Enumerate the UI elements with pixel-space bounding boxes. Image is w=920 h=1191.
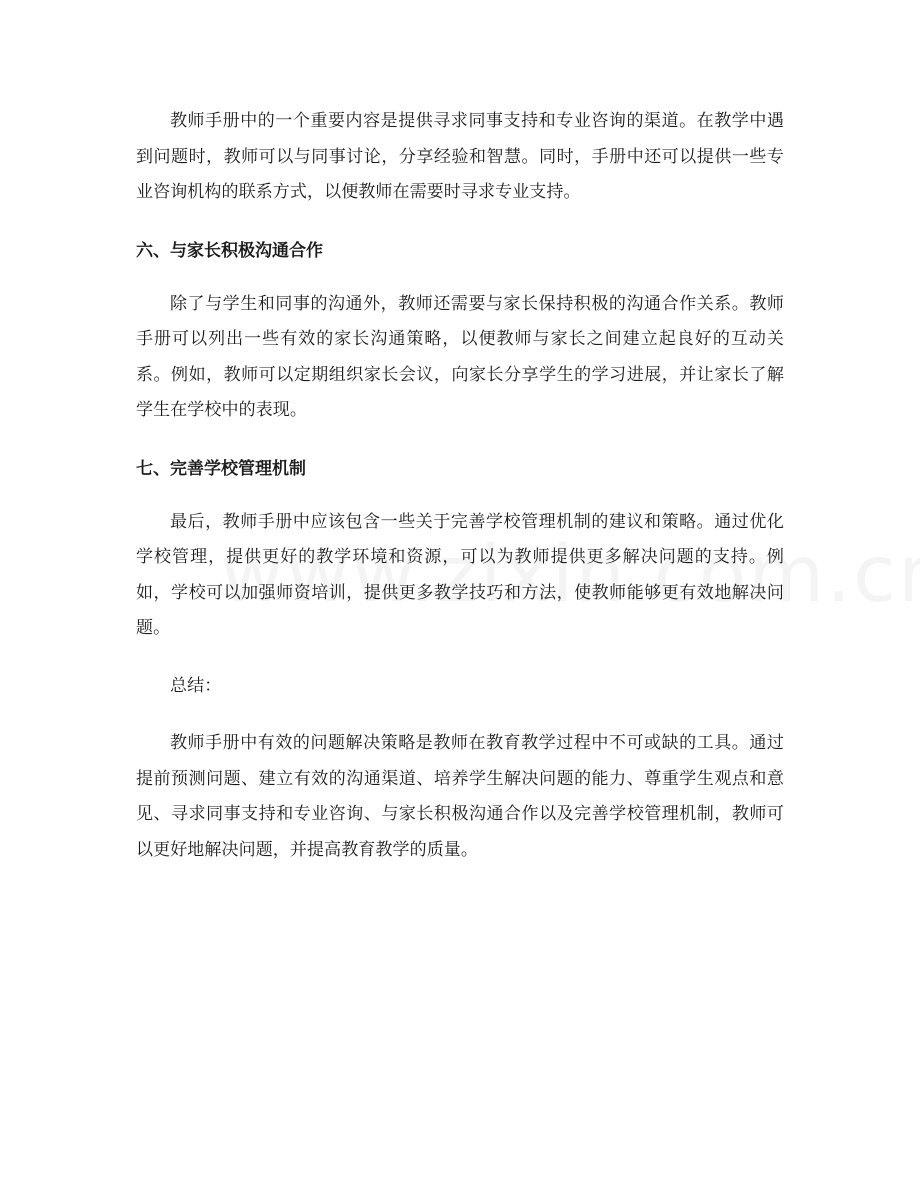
spacer xyxy=(136,211,784,233)
spacer xyxy=(136,429,784,451)
spacer xyxy=(136,704,784,726)
spacer xyxy=(136,487,784,505)
paragraph-school-management: 最后，教师手册中应该包含一些关于完善学校管理机制的建议和策略。通过优化学校管理，提供更好的教学环境和资源，可以为教师提供更多解决问题的支持。例如，学校可以加强师资培训，提供更多教学技巧和方法，使教师能够更有效地解决问题。 xyxy=(136,511,784,638)
document-page xyxy=(136,104,784,868)
paragraph-parent-communication: 除了与学生和同事的沟通外，教师还需要与家长保持积极的沟通合作关系。教师手册可以列出一些有效的家长沟通策略，以便教师与家长之间建立起良好的互动关系。例如，教师可以定期组织家长会议，向家长分享学生的学习进展，并让家长了解学生在学校中的表现。 xyxy=(136,293,784,420)
spacer xyxy=(136,269,784,287)
section-heading-school-management: 七、完善学校管理机制 xyxy=(136,458,306,479)
summary-label: 总结： xyxy=(170,675,222,696)
spacer xyxy=(136,647,784,669)
section-heading-parent-communication: 六、与家长积极沟通合作 xyxy=(136,240,323,261)
paragraph-colleague-support: 教师手册中的一个重要内容是提供寻求同事支持和专业咨询的渠道。在教学中遇到问题时，教师可以与同事讨论，分享经验和智慧。同时，手册中还可以提供一些专业咨询机构的联系方式，以便教师在需要时寻求专业支持。 xyxy=(136,111,784,202)
paragraph-summary: 教师手册中有效的问题解决策略是教师在教育教学过程中不可或缺的工具。通过提前预测问题、建立有效的沟通渠道、培养学生解决问题的能力、尊重学生观点和意见、寻求同事支持和专业咨询、与家长积极沟通合作以及完善学校管理机制，教师可以更好地解决问题，并提高教育教学的质量。 xyxy=(136,733,784,860)
